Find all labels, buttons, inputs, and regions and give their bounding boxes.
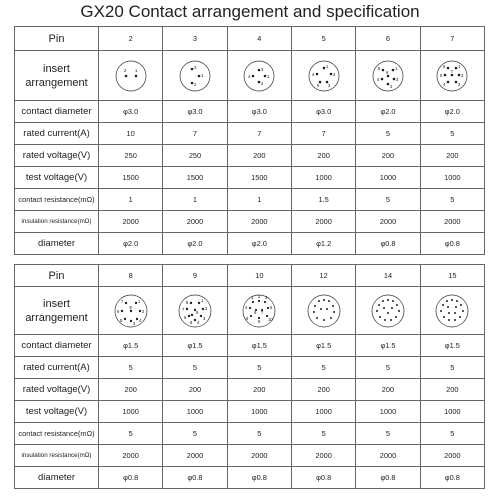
svg-text:1: 1 [134, 67, 137, 73]
10-pin-insert-icon [241, 293, 277, 329]
value-cell: 200 [420, 145, 484, 167]
insert-cell [99, 287, 163, 335]
value-cell: 5 [99, 423, 163, 445]
value-cell: 7 [227, 123, 291, 145]
pin-row [15, 27, 485, 51]
svg-text:4: 4 [248, 73, 251, 79]
spec-table-2 [14, 264, 485, 489]
insert-cell [227, 287, 291, 335]
value-cell: φ1.2 [291, 233, 355, 255]
value-cell: 1000 [420, 401, 484, 423]
svg-text:8: 8 [189, 319, 193, 325]
spec-row [15, 101, 485, 123]
12-pin-insert-icon [306, 293, 342, 329]
insert-cell [420, 287, 484, 335]
svg-text:7: 7 [120, 298, 123, 304]
svg-text:1: 1 [251, 294, 254, 300]
value-cell: 1000 [291, 401, 355, 423]
svg-text:4: 4 [311, 71, 314, 77]
value-cell: 2000 [227, 445, 291, 467]
value-cell: φ0.8 [420, 467, 484, 489]
spec-row [15, 379, 485, 401]
svg-text:3: 3 [193, 64, 197, 70]
value-cell: 2000 [99, 211, 163, 233]
value-cell: 1000 [99, 401, 163, 423]
spec-row [15, 401, 485, 423]
value-cell: 2000 [227, 211, 291, 233]
svg-text:2: 2 [332, 71, 335, 77]
insert-label-line-2: arrangement [25, 311, 88, 324]
value-cell: 1000 [356, 167, 420, 189]
row-label: insulation resistance(mΩ) [15, 445, 99, 467]
svg-text:4: 4 [245, 304, 248, 310]
svg-text:1: 1 [458, 63, 461, 69]
7-pin-insert-icon [435, 59, 469, 93]
spec-row [15, 423, 485, 445]
svg-text:3: 3 [265, 294, 268, 300]
svg-text:10: 10 [268, 316, 273, 322]
value-cell: φ3.0 [99, 101, 163, 123]
value-cell: φ1.5 [99, 335, 163, 357]
svg-text:3: 3 [202, 315, 206, 321]
value-cell: 2000 [163, 211, 227, 233]
insert-cell [163, 51, 227, 101]
value-cell: 250 [99, 145, 163, 167]
4-pin-insert-icon [242, 59, 276, 93]
row-label: contact diameter [15, 101, 99, 123]
svg-text:4: 4 [138, 317, 141, 323]
row-label: contact diameter [15, 335, 99, 357]
svg-text:6: 6 [185, 299, 189, 305]
pin-label: Pin [15, 265, 99, 287]
value-cell: φ0.8 [291, 467, 355, 489]
value-cell: 200 [420, 379, 484, 401]
svg-text:3: 3 [132, 320, 135, 326]
svg-text:4: 4 [376, 76, 380, 82]
pin-number: 5 [291, 27, 355, 51]
pin-number: 4 [227, 27, 291, 51]
spec-row [15, 145, 485, 167]
value-cell: 5 [227, 357, 291, 379]
svg-text:2: 2 [261, 80, 264, 86]
spec-row [15, 233, 485, 255]
insert-label-line-1: insert [43, 297, 70, 310]
6-pin-insert-icon [371, 59, 405, 93]
spec-row [15, 357, 485, 379]
insert-cell [356, 287, 420, 335]
value-cell: φ3.0 [291, 101, 355, 123]
value-cell: φ0.8 [420, 233, 484, 255]
insert-cell [227, 51, 291, 101]
value-cell: 1.5 [291, 189, 355, 211]
insert-cell [99, 51, 163, 101]
15-pin-insert-icon [434, 293, 470, 329]
svg-text:3: 3 [327, 82, 330, 88]
pin-number: 9 [163, 265, 227, 287]
svg-text:2: 2 [123, 67, 126, 73]
pin-number: 3 [163, 27, 227, 51]
value-cell: 200 [356, 145, 420, 167]
svg-text:3: 3 [261, 66, 264, 72]
value-cell: φ2.0 [356, 101, 420, 123]
value-cell: φ1.5 [163, 335, 227, 357]
9-pin-insert-icon [177, 293, 213, 329]
row-label: test voltage(V) [15, 401, 99, 423]
value-cell: 1500 [99, 167, 163, 189]
value-cell: φ1.5 [291, 335, 355, 357]
value-cell: φ2.0 [99, 233, 163, 255]
svg-text:6: 6 [385, 69, 389, 75]
value-cell: φ0.8 [356, 467, 420, 489]
value-cell: 5 [420, 189, 484, 211]
value-cell: 200 [227, 145, 291, 167]
value-cell: 2000 [99, 445, 163, 467]
svg-text:2: 2 [141, 308, 144, 314]
svg-text:5: 5 [119, 317, 122, 323]
value-cell: φ0.8 [227, 467, 291, 489]
value-cell: 5 [99, 357, 163, 379]
value-cell: 200 [163, 379, 227, 401]
value-cell: φ2.0 [420, 101, 484, 123]
insert-label-line-1: insert [43, 62, 70, 75]
row-label: test voltage(V) [15, 167, 99, 189]
value-cell: 5 [356, 189, 420, 211]
value-cell: 5 [356, 123, 420, 145]
insert-label-line-2: arrangement [25, 76, 88, 89]
svg-text:1: 1 [200, 72, 204, 78]
row-label: contact resistance(mΩ) [15, 189, 99, 211]
row-label: insulation resistance(mΩ) [15, 211, 99, 233]
2-pin-insert-icon [114, 59, 148, 93]
row-label: rated current(A) [15, 357, 99, 379]
insert-label [15, 51, 99, 101]
svg-text:4: 4 [443, 81, 446, 87]
value-cell: φ1.5 [356, 335, 420, 357]
svg-text:6: 6 [254, 309, 257, 315]
svg-text:3: 3 [395, 76, 399, 82]
pin-number: 10 [227, 265, 291, 287]
row-label: rated voltage(V) [15, 145, 99, 167]
value-cell: 1000 [291, 167, 355, 189]
pin-number: 8 [99, 265, 163, 287]
spec-row [15, 167, 485, 189]
value-cell: 1500 [163, 167, 227, 189]
svg-text:9: 9 [258, 318, 261, 324]
value-cell: 5 [163, 423, 227, 445]
insert-row [15, 287, 485, 335]
14-pin-insert-icon [370, 293, 406, 329]
spec-row [15, 211, 485, 233]
value-cell: 1500 [227, 167, 291, 189]
pin-number: 12 [291, 265, 355, 287]
svg-text:1: 1 [325, 63, 328, 69]
value-cell: 1000 [227, 401, 291, 423]
value-cell: 2000 [163, 445, 227, 467]
value-cell: 200 [291, 379, 355, 401]
pin-label: Pin [15, 27, 99, 51]
spec-row [15, 335, 485, 357]
value-cell: 5 [420, 423, 484, 445]
svg-text:2: 2 [389, 83, 393, 89]
page-title: GX20 Contact arrangement and specification [80, 2, 420, 21]
value-cell: φ0.8 [99, 467, 163, 489]
value-cell: 250 [163, 145, 227, 167]
row-label: contact resistance(mΩ) [15, 423, 99, 445]
5-pin-insert-icon [307, 59, 341, 93]
value-cell: 1 [163, 189, 227, 211]
insert-cell [163, 287, 227, 335]
value-cell: 1000 [163, 401, 227, 423]
svg-text:4: 4 [196, 319, 200, 325]
row-label: rated current(A) [15, 123, 99, 145]
value-cell: 10 [99, 123, 163, 145]
value-cell: 2000 [420, 445, 484, 467]
spec-row [15, 445, 485, 467]
svg-text:1: 1 [394, 65, 398, 71]
value-cell: 5 [291, 357, 355, 379]
svg-text:2: 2 [193, 81, 197, 87]
insert-cell [291, 51, 355, 101]
svg-text:7: 7 [261, 309, 264, 315]
spec-row [15, 467, 485, 489]
svg-text:5: 5 [316, 82, 319, 88]
insert-cell [356, 51, 420, 101]
value-cell: 200 [356, 379, 420, 401]
value-cell: 2000 [291, 211, 355, 233]
svg-text:7: 7 [450, 68, 454, 74]
svg-text:2: 2 [204, 305, 208, 311]
value-cell: 5 [291, 423, 355, 445]
value-cell: 200 [291, 145, 355, 167]
value-cell: 1 [227, 189, 291, 211]
value-cell: 2000 [291, 445, 355, 467]
3-pin-insert-icon [178, 59, 212, 93]
svg-text:3: 3 [458, 81, 461, 87]
svg-text:2: 2 [461, 72, 464, 78]
svg-text:7: 7 [181, 306, 185, 312]
value-cell: 1000 [420, 167, 484, 189]
8-pin-insert-icon [113, 293, 149, 329]
pin-number: 6 [356, 27, 420, 51]
svg-text:6: 6 [443, 63, 446, 69]
value-cell: 5 [356, 357, 420, 379]
spec-row [15, 189, 485, 211]
insert-cell [291, 287, 355, 335]
svg-text:1: 1 [267, 73, 270, 79]
row-label: diameter [15, 467, 99, 489]
value-cell: φ1.5 [227, 335, 291, 357]
svg-text:8: 8 [246, 315, 249, 321]
value-cell: φ3.0 [163, 101, 227, 123]
value-cell: φ1.5 [420, 335, 484, 357]
value-cell: 5 [356, 423, 420, 445]
value-cell: 5 [227, 423, 291, 445]
value-cell: 1 [99, 189, 163, 211]
value-cell: 5 [420, 357, 484, 379]
value-cell: φ3.0 [227, 101, 291, 123]
value-cell: 200 [227, 379, 291, 401]
value-cell: φ2.0 [163, 233, 227, 255]
pin-row [15, 265, 485, 287]
value-cell: 7 [163, 123, 227, 145]
svg-text:1: 1 [200, 297, 204, 303]
value-cell: 5 [163, 357, 227, 379]
value-cell: φ0.8 [356, 233, 420, 255]
insert-cell [420, 51, 484, 101]
value-cell: 1000 [356, 401, 420, 423]
row-label: rated voltage(V) [15, 379, 99, 401]
svg-text:5: 5 [270, 304, 273, 310]
value-cell: 2000 [420, 211, 484, 233]
svg-text:6: 6 [116, 308, 119, 314]
value-cell: 2000 [356, 445, 420, 467]
svg-text:9: 9 [195, 309, 199, 315]
spec-table-1 [14, 26, 485, 255]
spec-row [15, 123, 485, 145]
pin-number: 7 [420, 27, 484, 51]
value-cell: 2000 [356, 211, 420, 233]
pin-number: 15 [420, 265, 484, 287]
svg-text:2: 2 [258, 293, 261, 299]
insert-row [15, 51, 485, 101]
value-cell: φ2.0 [227, 233, 291, 255]
svg-text:5: 5 [377, 65, 381, 71]
value-cell: 7 [291, 123, 355, 145]
value-cell: 5 [420, 123, 484, 145]
value-cell: 200 [99, 379, 163, 401]
pin-number: 2 [99, 27, 163, 51]
svg-text:1: 1 [137, 298, 140, 304]
value-cell: φ0.8 [163, 467, 227, 489]
row-label: diameter [15, 233, 99, 255]
pin-number: 14 [356, 265, 420, 287]
svg-text:5: 5 [183, 314, 187, 320]
svg-text:8: 8 [129, 304, 132, 310]
svg-text:5: 5 [440, 72, 443, 78]
insert-label [15, 287, 99, 335]
